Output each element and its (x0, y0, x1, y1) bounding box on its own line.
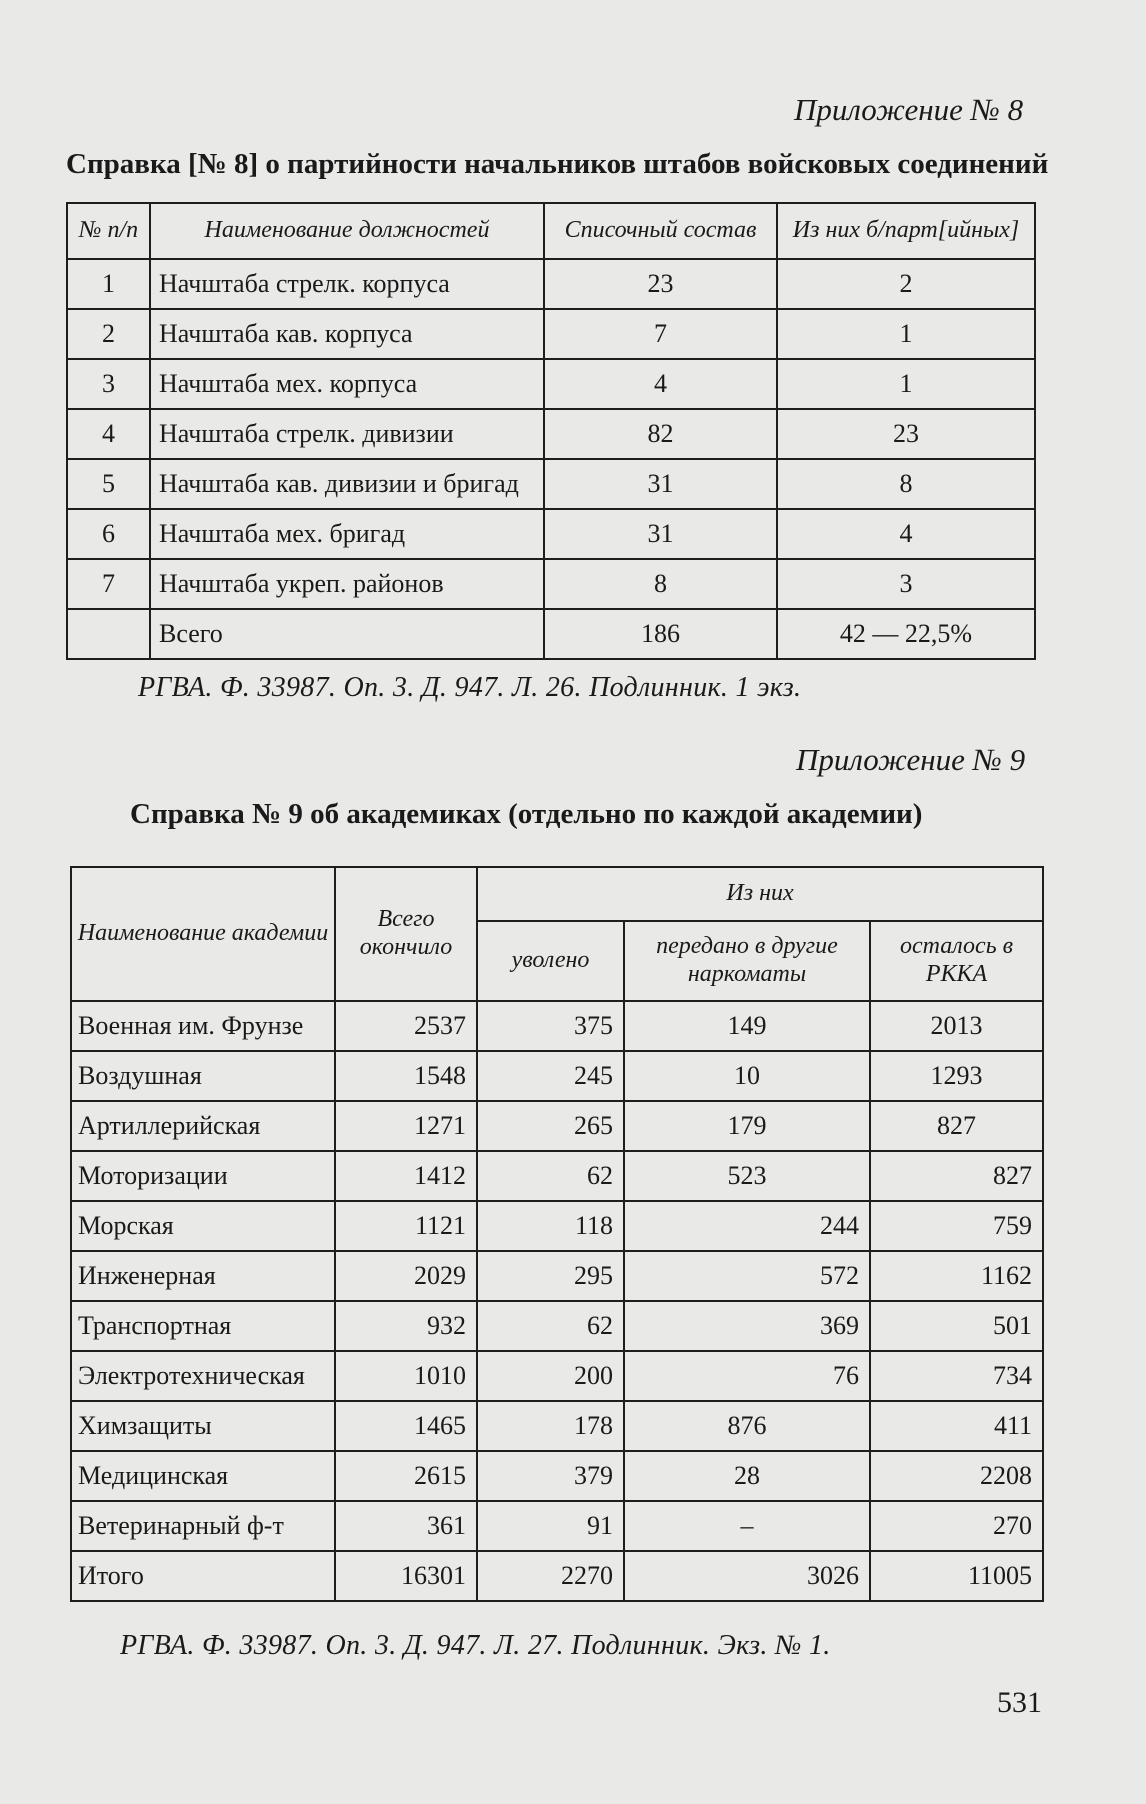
appendix-8-title: Справка [№ 8] о партийности начальников штабов войсковых соединений (66, 148, 1049, 180)
header-of-them: Из них (477, 867, 1043, 921)
dismissed-count: 62 (477, 1151, 624, 1201)
total-count: 7 (544, 309, 777, 359)
transferred-count: – (624, 1501, 870, 1551)
academy-name: Воздушная (71, 1051, 335, 1101)
dismissed-count: 91 (477, 1501, 624, 1551)
total-count: 4 (544, 359, 777, 409)
position-name: Начштаба стрелк. корпуса (150, 259, 544, 309)
dismissed-count: 295 (477, 1251, 624, 1301)
transferred-count: 76 (624, 1351, 870, 1401)
nonparty-count: 1 (777, 359, 1035, 409)
nonparty-count: 4 (777, 509, 1035, 559)
graduated-count: 932 (335, 1301, 477, 1351)
table-row (67, 359, 1035, 409)
table-total-row (71, 1551, 1043, 1601)
header-position: Наименование должностей (150, 203, 544, 259)
transferred-count: 28 (624, 1451, 870, 1501)
header-nonparty: Из них б/парт[ийных] (777, 203, 1035, 259)
nonparty-count: 23 (777, 409, 1035, 459)
table-row (71, 1001, 1043, 1051)
academy-name: Военная им. Фрунзе (71, 1001, 335, 1051)
total-count: 31 (544, 509, 777, 559)
academy-name: Артиллерийская (71, 1101, 335, 1151)
table-row (67, 259, 1035, 309)
graduated-count: 361 (335, 1501, 477, 1551)
remaining-count: 827 (870, 1151, 1043, 1201)
header-transferred: передано в другие наркоматы (624, 921, 870, 1001)
party-membership-table (66, 202, 1036, 660)
total-count: 23 (544, 259, 777, 309)
transferred-count: 876 (624, 1401, 870, 1451)
table-row (71, 1051, 1043, 1101)
remaining-count: 734 (870, 1351, 1043, 1401)
nonparty-count: 8 (777, 459, 1035, 509)
header-dismissed: уволено (477, 921, 624, 1001)
nonparty-count: 2 (777, 259, 1035, 309)
dismissed-count: 375 (477, 1001, 624, 1051)
graduated-count: 1010 (335, 1351, 477, 1401)
academy-name: Электротехническая (71, 1351, 335, 1401)
transferred-count: 179 (624, 1101, 870, 1151)
nonparty-count: 42 — 22,5% (777, 609, 1035, 659)
transferred-count: 572 (624, 1251, 870, 1301)
academy-name: Транспортная (71, 1301, 335, 1351)
table-row (67, 509, 1035, 559)
table-row (71, 1501, 1043, 1551)
transferred-count: 523 (624, 1151, 870, 1201)
remaining-count: 411 (870, 1401, 1043, 1451)
dismissed-count: 379 (477, 1451, 624, 1501)
table-row (67, 459, 1035, 509)
position-name: Начштаба мех. бригад (150, 509, 544, 559)
dismissed-count: 178 (477, 1401, 624, 1451)
transferred-count: 369 (624, 1301, 870, 1351)
table-row (71, 1301, 1043, 1351)
remaining-count: 270 (870, 1501, 1043, 1551)
table-row (71, 1201, 1043, 1251)
table-row (67, 309, 1035, 359)
table-row (67, 559, 1035, 609)
position-name: Начштаба мех. корпуса (150, 359, 544, 409)
transferred-count: 149 (624, 1001, 870, 1051)
remaining-count: 501 (870, 1301, 1043, 1351)
dismissed-count: 2270 (477, 1551, 624, 1601)
table-row (67, 409, 1035, 459)
position-name: Всего (150, 609, 544, 659)
table-row (71, 1401, 1043, 1451)
header-total: Списочный состав (544, 203, 777, 259)
appendix-9-source: РГВА. Ф. 33987. Оп. 3. Д. 947. Л. 27. Подлинник. Экз. № 1. (120, 1630, 831, 1661)
academy-name: Ветеринарный ф-т (71, 1501, 335, 1551)
graduated-count: 1465 (335, 1401, 477, 1451)
academy-name: Медицинская (71, 1451, 335, 1501)
remaining-count: 1162 (870, 1251, 1043, 1301)
transferred-count: 3026 (624, 1551, 870, 1601)
graduated-count: 1121 (335, 1201, 477, 1251)
table-row (71, 1101, 1043, 1151)
row-number: 6 (67, 509, 150, 559)
appendix-8-label: Приложение № 8 (794, 92, 1024, 127)
position-name: Начштаба укреп. районов (150, 559, 544, 609)
total-count: 31 (544, 459, 777, 509)
row-number: 1 (67, 259, 150, 309)
graduated-count: 1548 (335, 1051, 477, 1101)
nonparty-count: 1 (777, 309, 1035, 359)
dismissed-count: 118 (477, 1201, 624, 1251)
dismissed-count: 62 (477, 1301, 624, 1351)
row-number: 3 (67, 359, 150, 409)
table-total-row (67, 609, 1035, 659)
remaining-count: 2208 (870, 1451, 1043, 1501)
nonparty-count: 3 (777, 559, 1035, 609)
academy-name: Моторизации (71, 1151, 335, 1201)
academy-name: Итого (71, 1551, 335, 1601)
graduated-count: 1271 (335, 1101, 477, 1151)
header-graduated: Всего окончило (335, 867, 477, 1001)
row-number: 5 (67, 459, 150, 509)
graduated-count: 2615 (335, 1451, 477, 1501)
row-number: 4 (67, 409, 150, 459)
appendix-9-label: Приложение № 9 (796, 742, 1026, 777)
academy-name: Химзащиты (71, 1401, 335, 1451)
header-academy-name: Наименование академии (71, 867, 335, 1001)
position-name: Начштаба кав. дивизии и бригад (150, 459, 544, 509)
remaining-count: 11005 (870, 1551, 1043, 1601)
dismissed-count: 200 (477, 1351, 624, 1401)
table-row (71, 1351, 1043, 1401)
table-header-row (67, 203, 1035, 259)
transferred-count: 244 (624, 1201, 870, 1251)
total-count: 186 (544, 609, 777, 659)
position-name: Начштаба стрелк. дивизии (150, 409, 544, 459)
remaining-count: 827 (870, 1101, 1043, 1151)
appendix-9-title: Справка № 9 об академиках (отдельно по каждой академии) (130, 798, 923, 830)
row-number: 7 (67, 559, 150, 609)
graduated-count: 2537 (335, 1001, 477, 1051)
academy-name: Инженерная (71, 1251, 335, 1301)
total-count: 8 (544, 559, 777, 609)
header-number: № п/п (67, 203, 150, 259)
transferred-count: 10 (624, 1051, 870, 1101)
academy-name: Морская (71, 1201, 335, 1251)
remaining-count: 2013 (870, 1001, 1043, 1051)
header-remaining: осталось в РККА (870, 921, 1043, 1001)
row-number: 2 (67, 309, 150, 359)
remaining-count: 1293 (870, 1051, 1043, 1101)
remaining-count: 759 (870, 1201, 1043, 1251)
appendix-8-source: РГВА. Ф. 33987. Оп. 3. Д. 947. Л. 26. Подлинник. 1 экз. (138, 672, 802, 703)
graduated-count: 16301 (335, 1551, 477, 1601)
table-row (71, 1151, 1043, 1201)
table-row (71, 1251, 1043, 1301)
graduated-count: 2029 (335, 1251, 477, 1301)
table-header-row (71, 867, 1043, 921)
dismissed-count: 245 (477, 1051, 624, 1101)
page-number: 531 (997, 1686, 1042, 1719)
dismissed-count: 265 (477, 1101, 624, 1151)
academies-table (70, 866, 1044, 1602)
position-name: Начштаба кав. корпуса (150, 309, 544, 359)
total-count: 82 (544, 409, 777, 459)
graduated-count: 1412 (335, 1151, 477, 1201)
table-row (71, 1451, 1043, 1501)
row-number (67, 609, 150, 659)
